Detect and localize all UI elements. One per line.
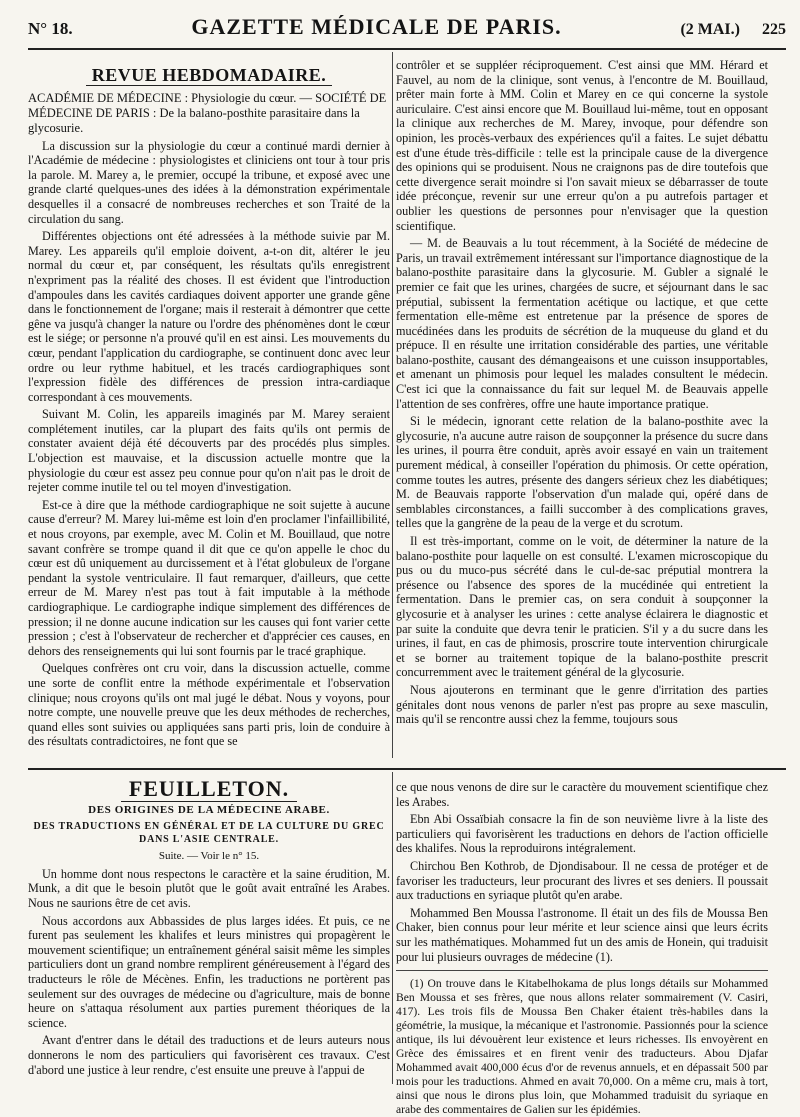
article-paragraph: Si le médecin, ignorant cette relation de la balano-posthite avec la glycosurie, n'a aucune autre raison de soupçonner la présence du sucre dans les urines, il pourra être conduit, après avoir essayé en vain un traitement purement médical, à conseiller l'opération du phimosis. Or cette opération, comme toutes les autres, présente des dangers sérieux chez les diabétiques; M. de Beauvais rapporte l'observation d'un malade qui, opéré dans de semblables circonstances, a failli succomber à des complications graves, telles que la gangrène de la peau de la verge et du scrotum.	[396, 414, 768, 531]
article-paragraph: Quelques confrères ont cru voir, dans la discussion actuelle, comme une sorte de conflit entre la méthode expérimentale et l'observation clinique; nous croyons qu'ils ont mal jugé le débat. Nous y voyons, pour notre compte, une nouvelle preuve que les deux méthodes de recherches, quand elles sont suivies ou appliquées sans parti pris, loin de conduire à des résultats contradictoires, ne font que se	[28, 661, 390, 749]
masthead	[28, 14, 786, 50]
feuilleton-continuation-note: Suite. — Voir le n° 15.	[158, 850, 260, 863]
article-paragraph: La discussion sur la physiologie du cœur a continué mardi dernier à l'Académie de médecine : physiologistes et cliniciens ont tour à tour pris la parole. M. Marey a, le premier, occupé la tribune, et exposé avec une grande clarté quelques-unes des idées à la démonstration expérimentale desquelles il a consacré de nombreuses recherches et son Traité de la circulation du sang.	[28, 138, 390, 226]
revue-right-column	[396, 58, 768, 758]
feuilleton-right-column	[396, 780, 768, 1117]
feuilleton-paragraph: Avant d'entrer dans le détail des traductions et de leurs auteurs nous donnerons le nom des particuliers qui favorisèrent ces travaux. C'est d'abord une justice à leur rendre, c'est ensuite une preuve à l'appui de	[28, 1033, 390, 1077]
feuilleton-subheading-2: DES TRADUCTIONS EN GÉNÉRAL ET DE LA CULTURE DU GREC DANS L'ASIE CENTRALE.	[33, 821, 385, 846]
footnote-separator	[396, 970, 768, 971]
feuilleton-paragraph: Nous accordons aux Abbassides de plus larges idées. Et puis, ce ne furent pas seulement les khalifes et leurs ministres qui propagèrent le mouvement scientifique; un entraînement général saisit même les simples particuliers dont un grand nombre remplirent généreusement à l'égard des traducteurs le rôle de Mécènes. Enfin, les traductions ne portèrent pas seulement sur des ouvrages de médecine ou d'agriculture, mais de bonne heure on s'attaqua résolument aux parties purement théoriques de la science.	[28, 913, 390, 1030]
feuilleton-paragraph: Un homme dont nous respectons le caractère et la saine érudition, M. Munk, a dit que le besoin plutôt que le goût avait entraîné les Arabes. Nous ne saurions être de cet avis.	[28, 866, 390, 910]
revue-heading: REVUE HEBDOMADAIRE.	[28, 68, 390, 83]
feuilleton-paragraph: Chirchou Ben Kothrob, de Djondisabour. Il ne cessa de protéger et de favoriser les traducteurs, leur procurant des livres et ses deniers. Il poussait aux traductions en syriaque plutôt qu'en arabe.	[396, 858, 768, 903]
feuilleton-divider	[28, 768, 786, 770]
column-divider-top	[392, 52, 393, 758]
feuilleton-paragraph: ce que nous venons de dire sur le caractère du mouvement scientifique chez les Arabes.	[396, 780, 768, 809]
article-paragraph: contrôler et se suppléer réciproquement. C'est ainsi que MM. Hérard et Fauvel, au nom de la clinique, sont venus, à l'encontre de M. Bouillaud, prêter main forte à MM. Colin et Marey en ce qui concerne la systole auriculaire. C'est ainsi encore que M. Bouillaud lui-même, tout en opposant la clinique aux recherches de M. Marey, invoque, pour défendre son opinion, les procès-verbaux des expériences qu'il a faites. Le sujet débattu est d'une étude très-difficile : telle est la principale cause de la divergence des opinions qui se produisent. Nous ne craignons pas de dire toutefois que cette divergence serait moindre si l'on savait mieux se débarrasser de toute idée préconçue, revenir sur une erreur qu'on a pu autrefois partager et oublier les questions de personnes pour n'envisager que la question scientifique.	[396, 58, 768, 233]
feuilleton-paragraph: Mohammed Ben Moussa l'astronome. Il était un des fils de Moussa Ben Chaker, bien connus pour leur mérite et leur science ainsi que leurs écrits sur les mathématiques. Mohammed fut un des amis de Honein, qui traduisit pour lui plusieurs ouvrages de médecine (1).	[396, 905, 768, 964]
article-paragraph: — M. de Beauvais a lu tout récemment, à la Société de médecine de Paris, un travail extrêmement intéressant sur l'importance diagnostique de la balano-posthite parasitaire dans la glycosurie. M. Gubler a signalé le premier ce fait que les urines, chargées de sucre, et séjournant dans le sac préputial, subissent la fermentation acétique ou lactique, et que cette fermentation elle-même est entretenue par la présence de spores de mucédinées dans les produits de sécrétion de la muqueuse du gland et du prépuce. Il en résulte une irritation considérable des parties, une véritable balano-posthite, causant des démangeaisons et une cuisson insupportables, et amenant un phimosis pour lequel les malades consultent le médecin. C'est ici que la connaissance du fait sur lequel M. de Beauvais appelle l'attention de ses confrères, offre une haute importance pratique.	[396, 236, 768, 411]
issue-number: N° 18.	[28, 19, 73, 38]
masthead-right	[680, 21, 786, 39]
page-number: 225	[761, 21, 786, 38]
gazette-title: GAZETTE MÉDICALE DE PARIS.	[191, 14, 562, 39]
feuilleton-subheading: DES ORIGINES DE LA MÉDECINE ARABE.	[88, 803, 330, 816]
column-divider-bottom	[392, 772, 393, 1084]
revue-subheading: ACADÉMIE DE MÉDECINE : Physiologie du cœur. — SOCIÉTÉ DE MÉDECINE DE PARIS : De la balano-posthite parasitaire dans la glycosurie.	[28, 90, 387, 135]
issue-date: (2 MAI.)	[680, 21, 740, 38]
article-paragraph: Suivant M. Colin, les appareils imaginés par M. Marey seraient complétement inutiles, car la plupart des faits qu'ils ont permis de constater avaient déjà été découverts par des procédés plus simples. L'objection est mauvaise, et la discussion actuelle montre que la physiologie du cœur est assez peu connue pour qu'on n'ait pas le droit de rejeter comme inutile tel ou tel moyen d'investigation.	[28, 407, 390, 495]
article-paragraph: Est-ce à dire que la méthode cardiographique ne soit sujette à aucune cause d'erreur? M. Marey lui-même est loin d'en proclamer l'infaillibilité, et nous croyons, par exemple, avec M. Colin et M. Bouillaud, que notre savant confrère se trompe quand il dit que ce qu'on appelle le choc du cœur est dû uniquement au durcissement et à l'état globuleux de l'organe pendant la systole ventriculaire. Il faut remarquer, d'ailleurs, que cette erreur de M. Marey n'est pas tout à fait imputable à la méthode cardiographique. Le cardiographe indique simplement des différences de pression; il ne donne aucune indication sur les causes qui font varier cette pression ; c'est à l'observateur de rechercher et d'apprécier ces causes, en dehors des renseignements qui lui sont fournis par le tracé graphique.	[28, 497, 390, 658]
feuilleton-heading: FEUILLETON.	[28, 782, 390, 797]
feuilleton-paragraph: Ebn Abi Ossaïbiah consacre la fin de son neuvième livre à la liste des particuliers qui favorisèrent les traductions en dehors de l'action officielle des khalifes. Nous la reproduirons intégralement.	[396, 812, 768, 856]
feuilleton-left-column	[28, 776, 390, 1080]
article-paragraph: Il est très-important, comme on le voit, de déterminer la nature de la balano-posthite pour laquelle on est consulté. L'examen microscopique du pus ou du muco-pus sécrété dans le cul-de-sac préputial montrera la présence ou l'absence des spores de la mucédinée qui entretient la fermentation. Dans le premier cas, on sera conduit à soupçonner la glycosurie et à analyser les urines : cette analyse éclairera le diagnostic et par suite la conduite que devra tenir le praticien. S'il y a du sucre dans les urines, il faut, en cas de phimosis, proscrire toute intervention chirurgicale et se borner au traitement topique de la balano-posthite prescrit concurremment avec le traitement général de la glycosurie.	[396, 534, 768, 680]
article-paragraph: Nous ajouterons en terminant que le genre d'irritation des parties génitales dont nous venons de parler n'est pas propre au sexe masculin, mais qu'il se rencontre aussi chez la femme, toujours sous	[396, 682, 768, 727]
article-paragraph: Différentes objections ont été adressées à la méthode suivie par M. Marey. Les appareils qu'il emploie doivent, a-t-on dit, altérer le jeu normal du cœur et, par conséquent, les résultats qu'ils enregistrent n'expriment pas la réalité des choses. Il est évident que l'introduction d'ampoules dans les cavités cardiaques doivent apporter une grande gêne dans le fonctionnement de l'organe; mais il resterait à démontrer que cette gêne va jusqu'à changer la nature ou l'ordre des phénomènes dont le cœur est le siége; or personne n'a prouvé qu'il en est ainsi. Les mouvements du cœur, pendant l'application du cardiographe, se continuent donc avec leur ordre ou leur rythme habituel, et les tracés cardiographiques sont l'expression fidèle des différences de pression intra-cardiaque correspondant à ces mouvements.	[28, 229, 390, 404]
revue-left-column	[28, 62, 390, 754]
footnote: (1) On trouve dans le Kitabelhokama de plus longs détails sur Mohammed Ben Moussa et ses frères, que nous allons relater sommairement (V. Casiri, 417). Les trois fils de Moussa Ben Chaker étaient très-habiles dans la géométrie, la musique, la mécanique et l'astronomie. Passionnés pour la science antique, ils lui dévouèrent leur existence et leurs richesses. Ils envoyèrent en Grèce des émissaires et en firent venir des traducteurs. Abou Djafar Mohammed avait 400,000 écus d'or de revenus annuels, et en dépassait 500 par mois pour les traductions. Ahmed en avait 70,000. On a même cru, mais à tort, ainsi que nous le dirons plus loin, que Mohammed traduisit du syriaque en arabe des commentaires de Galien sur les épidémies.	[396, 977, 768, 1117]
